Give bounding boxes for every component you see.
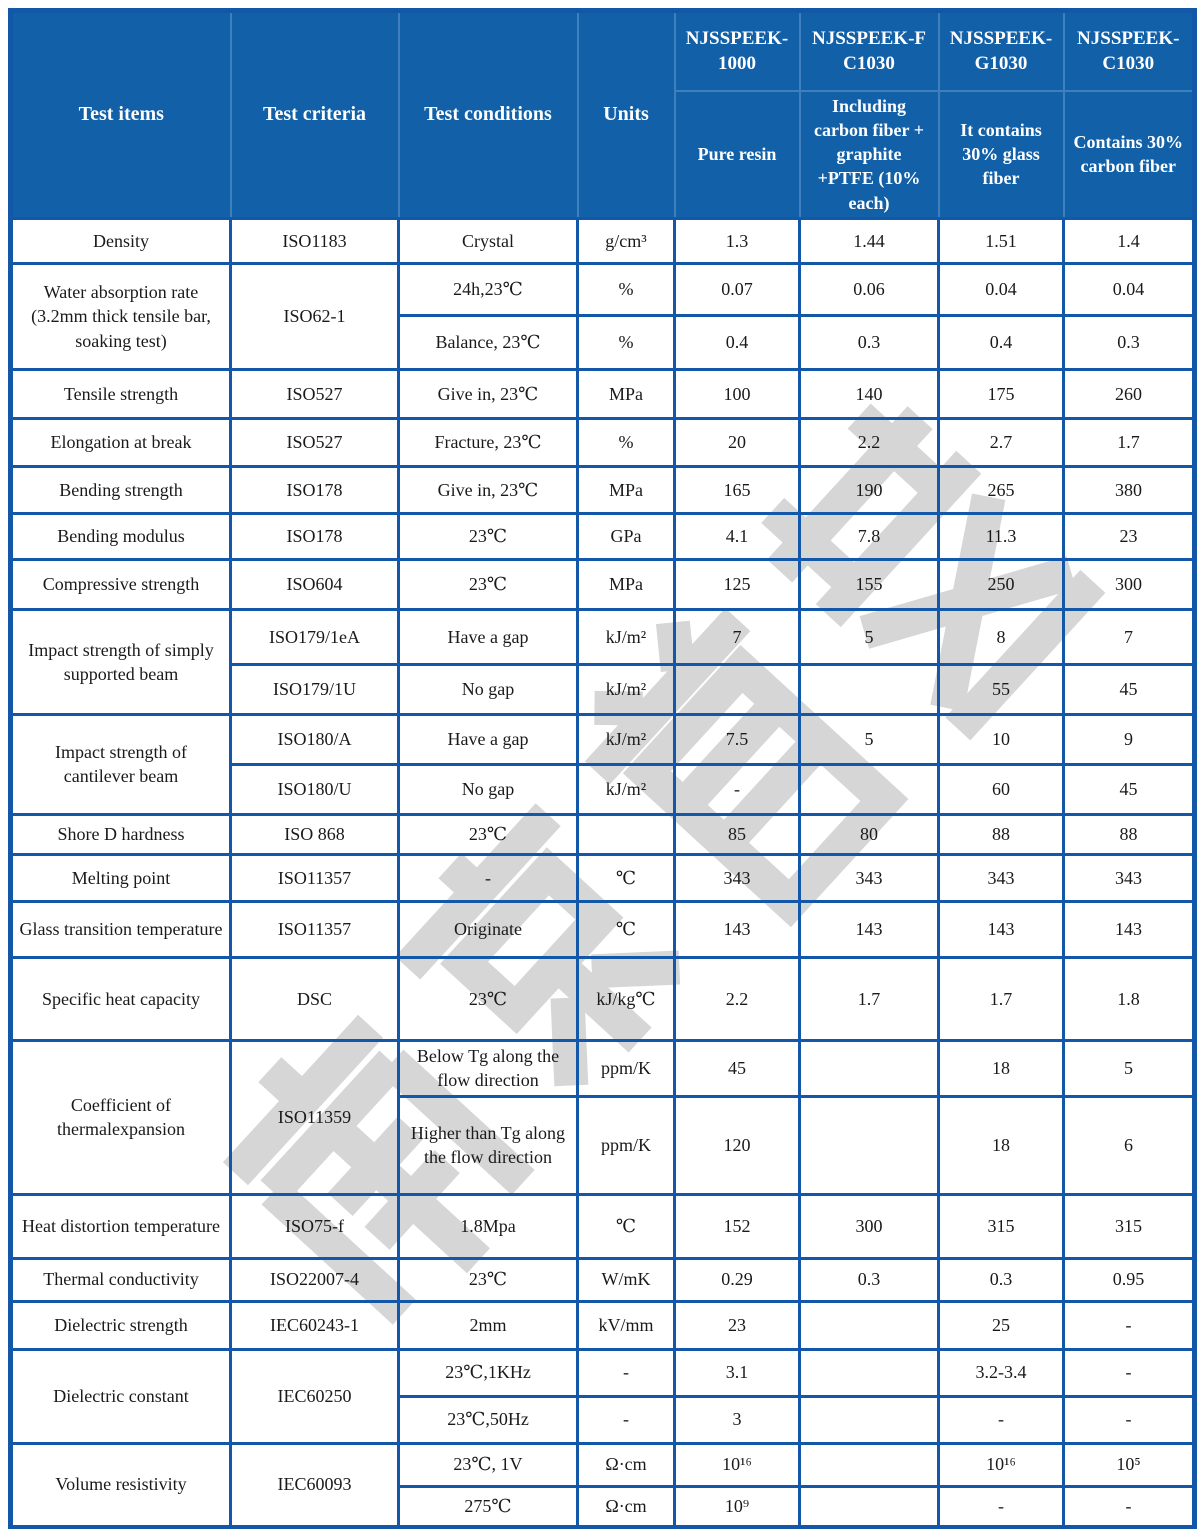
cell-test-item: Tensile strength (11, 369, 231, 418)
cell-test-item: Thermal conductivity (11, 1258, 231, 1301)
cell-test-condition: Originate (399, 901, 578, 957)
cell-value: 0.29 (675, 1258, 800, 1301)
cell-value: 9 (1064, 714, 1195, 764)
cell-test-item: Specific heat capacity (11, 957, 231, 1040)
cell-test-criteria: ISO178 (231, 513, 399, 559)
cell-value: 315 (1064, 1194, 1195, 1258)
cell-unit: ppm/K (578, 1096, 675, 1194)
cell-value: - (939, 1486, 1064, 1527)
cell-test-condition: 2mm (399, 1301, 578, 1349)
cell-value: 0.04 (939, 263, 1064, 315)
col-header-model-g1030: NJSSPEEK-G1030 (939, 11, 1064, 91)
table-row (11, 418, 1195, 466)
cell-test-criteria: IEC60243-1 (231, 1301, 399, 1349)
cell-test-condition: Have a gap (399, 609, 578, 664)
col-header-desc-g1030: It contains 30% glass fiber (939, 91, 1064, 219)
cell-test-item: Impact strength of cantilever beam (11, 714, 231, 814)
cell-test-item: Water absorption rate (3.2mm thick tensile bar, soaking test) (11, 263, 231, 369)
cell-unit: kV/mm (578, 1301, 675, 1349)
cell-value: - (675, 764, 800, 814)
cell-value: 0.3 (1064, 315, 1195, 369)
col-header-model-k1000: NJSSPEEK-1000 (675, 11, 800, 91)
cell-value: 3 (675, 1396, 800, 1443)
cell-value: 88 (939, 814, 1064, 854)
cell-value: 120 (675, 1096, 800, 1194)
cell-value: 155 (800, 559, 939, 609)
table-row (11, 1258, 1195, 1301)
cell-value: 80 (800, 814, 939, 854)
cell-value: 85 (675, 814, 800, 854)
cell-value: 7.8 (800, 513, 939, 559)
cell-value: 5 (1064, 1040, 1195, 1096)
cell-value: - (1064, 1349, 1195, 1396)
cell-value: 23 (1064, 513, 1195, 559)
cell-unit: ℃ (578, 1194, 675, 1258)
cell-test-criteria: ISO180/A (231, 714, 399, 764)
cell-value: 0.4 (939, 315, 1064, 369)
cell-test-condition: Below Tg along the flow direction (399, 1040, 578, 1096)
cell-value: 315 (939, 1194, 1064, 1258)
cell-value (800, 1443, 939, 1486)
cell-test-item: Volume resistivity (11, 1443, 231, 1527)
cell-value: 1.7 (1064, 418, 1195, 466)
cell-value: 125 (675, 559, 800, 609)
col-header-test-items: Test items (11, 11, 231, 219)
cell-value: 20 (675, 418, 800, 466)
cell-test-condition: 23℃ (399, 513, 578, 559)
cell-value (800, 664, 939, 714)
cell-value: 343 (800, 854, 939, 901)
cell-value: 10⁵ (1064, 1443, 1195, 1486)
col-header-test-conditions: Test conditions (399, 11, 578, 219)
cell-test-criteria: ISO11357 (231, 901, 399, 957)
cell-test-criteria: ISO11357 (231, 854, 399, 901)
table-row (11, 1349, 1195, 1396)
cell-value: - (1064, 1301, 1195, 1349)
cell-value: 0.3 (800, 315, 939, 369)
cell-test-criteria: ISO 868 (231, 814, 399, 854)
cell-test-criteria: DSC (231, 957, 399, 1040)
table-row (11, 1301, 1195, 1349)
cell-test-condition: 23℃ (399, 1258, 578, 1301)
cell-value: 0.95 (1064, 1258, 1195, 1301)
cell-value (800, 764, 939, 814)
cell-test-condition: 23℃,50Hz (399, 1396, 578, 1443)
cell-value: 1.51 (939, 218, 1064, 263)
table-row (11, 609, 1195, 664)
cell-test-criteria: IEC60093 (231, 1443, 399, 1527)
cell-test-item: Coefficient of thermalexpansion (11, 1040, 231, 1194)
cell-unit: ppm/K (578, 1040, 675, 1096)
cell-test-criteria: ISO62-1 (231, 263, 399, 369)
cell-test-item: Impact strength of simply supported beam (11, 609, 231, 714)
cell-test-item: Heat distortion temperature (11, 1194, 231, 1258)
cell-test-condition: Have a gap (399, 714, 578, 764)
cell-test-criteria: ISO1183 (231, 218, 399, 263)
cell-test-condition: 23℃,1KHz (399, 1349, 578, 1396)
cell-value: - (1064, 1396, 1195, 1443)
cell-value (800, 1096, 939, 1194)
cell-value (800, 1396, 939, 1443)
cell-value: 18 (939, 1096, 1064, 1194)
cell-test-condition: Fracture, 23℃ (399, 418, 578, 466)
cell-value: 45 (1064, 764, 1195, 814)
cell-value: 45 (1064, 664, 1195, 714)
col-header-desc-fc1030: Including carbon fiber + graphite +PTFE (10% each) (800, 91, 939, 219)
cell-value: 152 (675, 1194, 800, 1258)
cell-value: 0.3 (800, 1258, 939, 1301)
cell-test-criteria: ISO527 (231, 418, 399, 466)
cell-value: 8 (939, 609, 1064, 664)
cell-value (800, 1349, 939, 1396)
table-row (11, 901, 1195, 957)
cell-value: 2.2 (675, 957, 800, 1040)
table-row (11, 854, 1195, 901)
cell-value: 380 (1064, 466, 1195, 513)
cell-test-condition: Give in, 23℃ (399, 369, 578, 418)
table-row (11, 466, 1195, 513)
cell-test-condition: No gap (399, 764, 578, 814)
cell-test-item: Density (11, 218, 231, 263)
cell-value: 1.44 (800, 218, 939, 263)
col-header-units: Units (578, 11, 675, 219)
cell-value: 3.1 (675, 1349, 800, 1396)
cell-value: 10⁹ (675, 1486, 800, 1527)
cell-test-condition: Crystal (399, 218, 578, 263)
cell-value: 175 (939, 369, 1064, 418)
cell-value: 0.06 (800, 263, 939, 315)
cell-test-criteria: ISO75-f (231, 1194, 399, 1258)
cell-value: 1.8 (1064, 957, 1195, 1040)
cell-test-condition: No gap (399, 664, 578, 714)
cell-test-criteria: ISO527 (231, 369, 399, 418)
cell-value: 343 (1064, 854, 1195, 901)
cell-value: 88 (1064, 814, 1195, 854)
cell-test-condition: Give in, 23℃ (399, 466, 578, 513)
header-row-models (11, 11, 1195, 91)
cell-value: 18 (939, 1040, 1064, 1096)
cell-test-item: Glass transition temperature (11, 901, 231, 957)
col-header-model-c1030: NJSSPEEK-C1030 (1064, 11, 1195, 91)
cell-unit: - (578, 1349, 675, 1396)
cell-value: 1.7 (800, 957, 939, 1040)
cell-value: 45 (675, 1040, 800, 1096)
cell-unit: g/cm³ (578, 218, 675, 263)
cell-test-condition: Higher than Tg along the flow direction (399, 1096, 578, 1194)
cell-value: 343 (939, 854, 1064, 901)
cell-test-criteria: ISO11359 (231, 1040, 399, 1194)
table-row (11, 218, 1195, 263)
material-spec-table (8, 8, 1197, 1529)
col-header-test-criteria: Test criteria (231, 11, 399, 219)
cell-value: 1.3 (675, 218, 800, 263)
cell-value: 300 (1064, 559, 1195, 609)
cell-value: 7 (1064, 609, 1195, 664)
cell-test-condition: 275℃ (399, 1486, 578, 1527)
cell-value: 0.04 (1064, 263, 1195, 315)
cell-value: 23 (675, 1301, 800, 1349)
cell-value: 190 (800, 466, 939, 513)
cell-value (675, 664, 800, 714)
cell-value: 343 (675, 854, 800, 901)
table-row (11, 1443, 1195, 1486)
cell-unit: kJ/m² (578, 714, 675, 764)
cell-test-condition: 23℃, 1V (399, 1443, 578, 1486)
cell-test-condition: 1.8Mpa (399, 1194, 578, 1258)
cell-unit: MPa (578, 559, 675, 609)
cell-value: 0.07 (675, 263, 800, 315)
cell-value: 2.7 (939, 418, 1064, 466)
col-header-desc-c1030: Contains 30% carbon fiber (1064, 91, 1195, 219)
cell-value: 300 (800, 1194, 939, 1258)
cell-test-item: Shore D hardness (11, 814, 231, 854)
col-header-desc-k1000: Pure resin (675, 91, 800, 219)
cell-test-item: Bending strength (11, 466, 231, 513)
cell-value: 3.2-3.4 (939, 1349, 1064, 1396)
col-header-model-fc1030: NJSSPEEK-FC1030 (800, 11, 939, 91)
table-row (11, 559, 1195, 609)
cell-value: 4.1 (675, 513, 800, 559)
cell-value: - (1064, 1486, 1195, 1527)
cell-value: - (939, 1396, 1064, 1443)
table-row (11, 513, 1195, 559)
cell-value: 60 (939, 764, 1064, 814)
cell-test-condition: 23℃ (399, 814, 578, 854)
cell-value: 11.3 (939, 513, 1064, 559)
cell-unit: kJ/m² (578, 764, 675, 814)
cell-value: 10 (939, 714, 1064, 764)
cell-unit (578, 814, 675, 854)
cell-test-criteria: ISO22007-4 (231, 1258, 399, 1301)
cell-value: 140 (800, 369, 939, 418)
cell-value: 143 (1064, 901, 1195, 957)
cell-test-criteria: IEC60250 (231, 1349, 399, 1443)
cell-unit: % (578, 418, 675, 466)
cell-value: 260 (1064, 369, 1195, 418)
cell-unit: MPa (578, 369, 675, 418)
cell-test-condition: 23℃ (399, 559, 578, 609)
cell-test-item: Bending modulus (11, 513, 231, 559)
cell-value: 5 (800, 609, 939, 664)
table-row (11, 1040, 1195, 1096)
cell-unit: ℃ (578, 854, 675, 901)
cell-test-item: Dielectric strength (11, 1301, 231, 1349)
cell-value (800, 1301, 939, 1349)
table-row (11, 1194, 1195, 1258)
table-row (11, 814, 1195, 854)
cell-test-condition: 23℃ (399, 957, 578, 1040)
cell-value: 0.4 (675, 315, 800, 369)
cell-unit: kJ/m² (578, 609, 675, 664)
table-body (11, 218, 1195, 1527)
cell-test-item: Elongation at break (11, 418, 231, 466)
cell-test-condition: Balance, 23℃ (399, 315, 578, 369)
table-row (11, 714, 1195, 764)
cell-unit: % (578, 263, 675, 315)
cell-test-criteria: ISO179/1U (231, 664, 399, 714)
cell-unit: % (578, 315, 675, 369)
cell-value: 2.2 (800, 418, 939, 466)
cell-test-item: Compressive strength (11, 559, 231, 609)
cell-value: 143 (800, 901, 939, 957)
cell-test-condition: - (399, 854, 578, 901)
cell-value (800, 1486, 939, 1527)
cell-unit: Ω·cm (578, 1486, 675, 1527)
table-row (11, 369, 1195, 418)
cell-unit: Ω·cm (578, 1443, 675, 1486)
cell-value: 7 (675, 609, 800, 664)
cell-value: 55 (939, 664, 1064, 714)
cell-value: 165 (675, 466, 800, 513)
cell-value: 10¹⁶ (675, 1443, 800, 1486)
cell-unit: GPa (578, 513, 675, 559)
cell-test-condition: 24h,23℃ (399, 263, 578, 315)
table-row (11, 263, 1195, 315)
cell-test-criteria: ISO180/U (231, 764, 399, 814)
cell-value: 5 (800, 714, 939, 764)
cell-test-criteria: ISO604 (231, 559, 399, 609)
cell-unit: kJ/m² (578, 664, 675, 714)
cell-value (800, 1040, 939, 1096)
cell-value: 1.4 (1064, 218, 1195, 263)
cell-unit: kJ/kg℃ (578, 957, 675, 1040)
cell-value: 7.5 (675, 714, 800, 764)
table-row (11, 957, 1195, 1040)
cell-value: 0.3 (939, 1258, 1064, 1301)
cell-unit: MPa (578, 466, 675, 513)
cell-unit: W/mK (578, 1258, 675, 1301)
cell-value: 143 (939, 901, 1064, 957)
cell-value: 1.7 (939, 957, 1064, 1040)
cell-test-item: Melting point (11, 854, 231, 901)
table-header (11, 11, 1195, 219)
cell-value: 250 (939, 559, 1064, 609)
cell-test-item: Dielectric constant (11, 1349, 231, 1443)
cell-value: 100 (675, 369, 800, 418)
cell-unit: - (578, 1396, 675, 1443)
cell-test-criteria: ISO179/1eA (231, 609, 399, 664)
cell-value: 265 (939, 466, 1064, 513)
cell-test-criteria: ISO178 (231, 466, 399, 513)
cell-value: 10¹⁶ (939, 1443, 1064, 1486)
cell-unit: ℃ (578, 901, 675, 957)
cell-value: 143 (675, 901, 800, 957)
cell-value: 25 (939, 1301, 1064, 1349)
cell-value: 6 (1064, 1096, 1195, 1194)
